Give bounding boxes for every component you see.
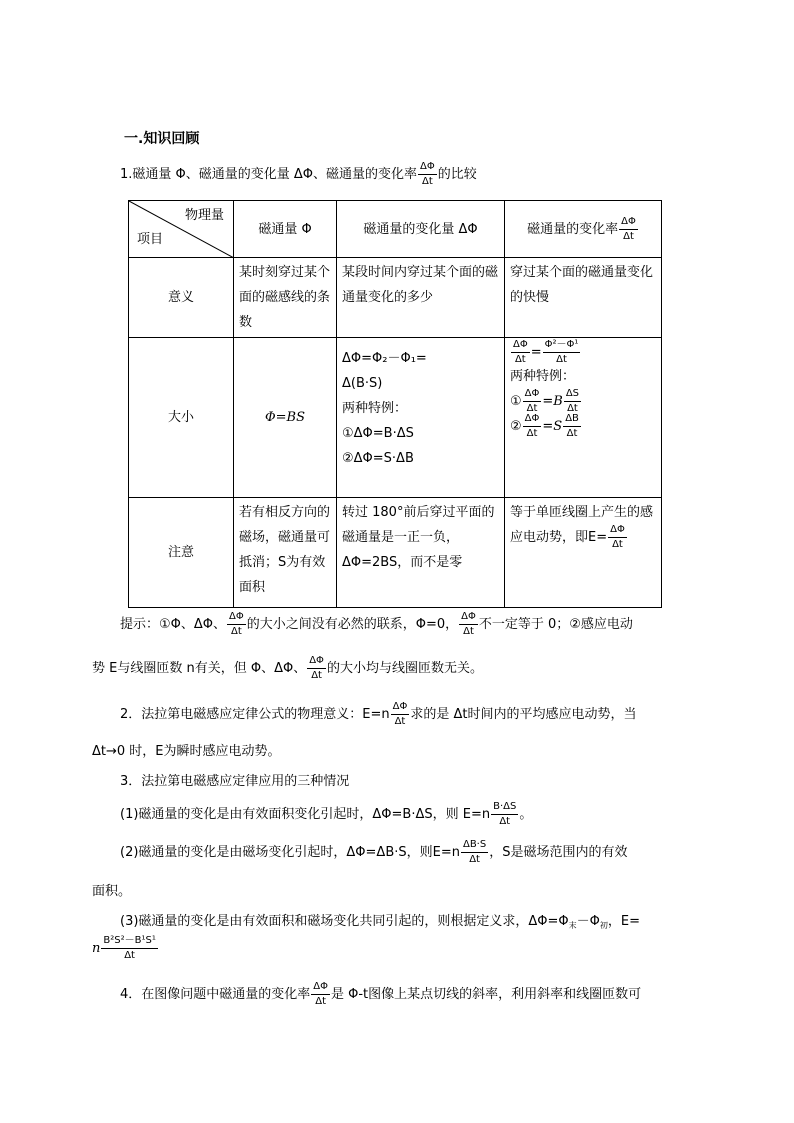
row-label-note: 注意: [129, 498, 234, 608]
fraction-numerator: B²S²－B¹S¹: [101, 936, 157, 949]
fraction-numerator: ΔΦ: [311, 982, 330, 995]
subscript-end: 末: [568, 921, 577, 930]
note-col1: [234, 498, 337, 608]
meaning-col1-text: 某时刻穿过某个面的磁感线的条数: [239, 265, 331, 330]
header-col3: [505, 201, 662, 258]
fraction-numerator: ΔΦ: [619, 217, 638, 230]
fraction-denominator: Δt: [311, 670, 322, 681]
size3-case2: ② $\frac{\Delta\Phi}{\Delta t}$ =S $\frac{\Delta B}{\Delta t}$: [510, 413, 579, 439]
item3-case1-end: 。: [519, 807, 533, 822]
fraction-denominator: Δt: [623, 230, 634, 242]
header-col1: 磁通量 Φ: [234, 201, 337, 258]
item3-case2-cont: 面积。: [92, 884, 132, 899]
fraction-denominator: Δt: [394, 716, 406, 727]
fraction-denominator: Δt: [124, 950, 135, 961]
corner-top-label: 物理量: [185, 208, 225, 223]
corner-bottom-label: 项目: [137, 232, 164, 247]
item1-line: [120, 162, 477, 187]
size2-line2: Δ(B·S): [342, 376, 383, 391]
fraction-denominator: Δt: [230, 626, 242, 637]
fraction-numerator: ΔS: [564, 389, 581, 402]
turns-n: n: [92, 941, 101, 956]
fraction-denominator: Δt: [499, 816, 511, 827]
item2-part1: 2．法拉第电磁感应定律公式的物理意义：E=n: [120, 707, 390, 722]
fraction-denominator: Δt: [315, 996, 327, 1007]
subscript-start: 初: [599, 921, 608, 930]
header-col2: 磁通量的变化量 ΔΦ: [337, 201, 505, 258]
case2-marker: ②: [510, 419, 522, 434]
header-col3-text: 磁通量的变化率: [527, 221, 619, 237]
item4-part2: 是 Φ-t图像上某点切线的斜率，利用斜率和线圈匝数可: [331, 987, 642, 1002]
item3-case2-text: (2)磁通量的变化是由磁场变化引起时，ΔΦ=ΔB·S，则E=n: [120, 845, 460, 860]
fraction-numerator: ΔB·S: [461, 840, 488, 853]
meaning-col2-text: 某段时间内穿过某个面的磁通量变化的多少: [342, 265, 499, 305]
item3-case3: [120, 910, 640, 931]
case2-var: S: [553, 419, 563, 434]
fraction-numerator: ΔΦ: [459, 612, 478, 625]
size-col1: Φ=BS: [234, 338, 337, 498]
table-corner-cell: [129, 201, 234, 258]
fraction-numerator: B·ΔS: [491, 802, 518, 815]
fraction-denominator: Δt: [526, 403, 538, 414]
size2-line3: 两种特例：: [342, 401, 408, 416]
item1-text: 1.磁通量 Φ、磁通量的变化量 ΔΦ、磁通量的变化率: [120, 167, 418, 182]
item3-case3-formula: [92, 936, 159, 961]
fraction-denominator: Δt: [422, 176, 433, 187]
item3-case3-end: ，E=: [607, 914, 641, 929]
meaning-col1: [234, 258, 337, 338]
size-col3: [505, 338, 662, 498]
hint-part5: 的大小均与线圈匝数无关。: [326, 661, 483, 676]
size3-label: 两种特例：: [510, 369, 576, 384]
fraction-denominator: Δt: [463, 626, 474, 637]
fraction-numerator: ΔΦ: [227, 612, 246, 625]
note-col2: [337, 498, 505, 608]
item3-case1-text: (1)磁通量的变化是由有效面积变化引起时，ΔΦ=B·ΔS，则 E=n: [120, 807, 491, 822]
fraction-numerator: Φ²－Φ¹: [543, 340, 581, 353]
note-col3: [505, 498, 662, 608]
note-col3-text: 等于单匝线圈上产生的感应电动势，即: [510, 505, 654, 545]
fraction-denominator: Δt: [567, 403, 578, 414]
fraction-numerator: ΔΦ: [523, 414, 542, 427]
item3-case1: [120, 802, 532, 827]
hint-part3: 不一定等于 0；②感应电动: [478, 617, 633, 632]
fraction-denominator: Δt: [556, 354, 567, 365]
row-label-meaning: 意义: [129, 258, 234, 338]
fraction-denominator: Δt: [566, 428, 578, 439]
section-heading: 一.知识回顾: [124, 131, 200, 147]
note-col1-text: 若有相反方向的磁场，磁通量可抵消；S为有效面积: [239, 505, 331, 595]
meaning-col3: [505, 258, 662, 338]
hint-line1: [120, 612, 633, 637]
comparison-table: [128, 200, 662, 608]
fraction-denominator: Δt: [514, 354, 526, 365]
size-col2: [337, 338, 505, 498]
item4-part1: 4．在图像问题中磁通量的变化率: [120, 987, 311, 1002]
fraction-numerator: ΔΦ: [418, 162, 437, 175]
case1-marker: ①: [510, 394, 522, 409]
item1-after: 的比较: [437, 167, 477, 182]
size2-line1: ΔΦ=Φ₂－Φ₁=: [342, 351, 427, 366]
fraction-denominator: Δt: [469, 854, 480, 865]
size3-line1: $\frac{\Delta\Phi}{\Delta t}$ = $\frac{\text{Φ²－Φ¹}}{\Delta t}$: [513, 339, 579, 365]
hint-part2: 的大小之间没有必然的联系，Φ=0，: [246, 617, 459, 632]
item2-line1: [120, 702, 636, 727]
fraction-numerator: ΔΦ: [391, 702, 410, 715]
meaning-col3-text: 穿过某个面的磁通量变化的快慢: [510, 265, 654, 305]
hint-line2: [92, 656, 483, 681]
hint-part1: 提示：①Φ、ΔΦ、: [120, 617, 227, 632]
row-label-size: 大小: [129, 338, 234, 498]
fraction-numerator: ΔΦ: [523, 389, 542, 402]
item4-line: [120, 982, 641, 1007]
fraction-numerator: ΔΦ: [511, 340, 530, 353]
case1-var: B: [553, 394, 563, 409]
hint-part4: 势 E与线圈匝数 n有关，但 Φ、ΔΦ、: [92, 661, 307, 676]
fraction-numerator: ΔB: [563, 414, 581, 427]
item3-title: 3．法拉第电磁感应定律应用的三种情况: [120, 774, 350, 789]
note-col3-eq: E=: [588, 530, 608, 545]
fraction-numerator: ΔΦ: [307, 656, 326, 669]
size2-line5: ②ΔΦ=S·ΔB: [342, 451, 414, 466]
fraction-numerator: ΔΦ: [608, 525, 627, 538]
fraction-denominator: Δt: [612, 539, 623, 550]
note-col2-text: 转过 180°前后穿过平面的磁通量是一正一负，ΔΦ=2BS，而不是零: [342, 505, 495, 570]
item3-case3-mid: －Φ: [576, 914, 600, 929]
item3-case2: [120, 840, 627, 865]
item2-part2: 求的是 Δt时间内的平均感应电动势，当: [410, 707, 637, 722]
size2-line4: ①ΔΦ=B·ΔS: [342, 426, 414, 441]
item3-case3-text: (3)磁通量的变化是由有效面积和磁场变化共同引起的，则根据定义求，ΔΦ=Φ: [120, 914, 569, 929]
meaning-col2: [337, 258, 505, 338]
item3-case2-rest: ，S是磁场范围内的有效: [489, 845, 628, 860]
item1-fraction: [418, 162, 437, 187]
size3-case1: ① $\frac{\Delta\Phi}{\Delta t}$ =B $\frac{\Delta S}{\Delta t}$: [510, 388, 580, 414]
fraction-denominator: Δt: [526, 428, 538, 439]
item2-line2: Δt→0 时，E为瞬时感应电动势。: [92, 744, 281, 759]
